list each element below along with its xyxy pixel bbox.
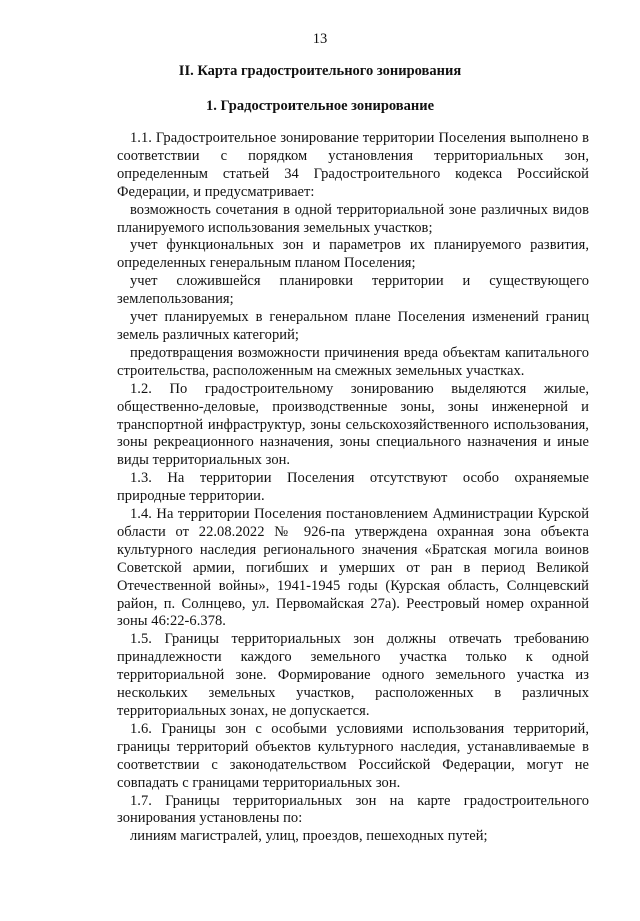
paragraph-1-1: 1.1. Градостроительное зонирование территории Поселения выполнено в соответствии с порядком установления территориальных зон, определенным статьей 34 Градостроительного кодекса Российской Федерации, и предусматривает: [117,130,589,200]
list-item: учет планируемых в генеральном плане Поселения изменений границ земель различных категорий; [117,309,589,343]
page-number: 13 [312,31,328,47]
paragraph-1-2: 1.2. По градостроительному зонированию выделяются жилые, общественно-деловые, производственные зоны, зоны инженерной и транспортной инфраструктур, зоны сельскохозяйственного использования, зоны рекреационного назначения, зоны специального назначения и иные виды территориальных зон. [117,380,589,469]
paragraph-1-4: 1.4. На территории Поселения постановлением Администрации Курской области от 22.08.2022 № 926-па утверждена охранная зона объекта культурного наследия регионального значения «Братская могила воинов Советской армии, погибших и умерших от ран в период Великой Отечественной войны», 1941-1945 годы (Курская область, Солнцевский район, п. Солнцево, ул. Первомайская 27а). Реестровый номер охранной зоны 46:22-6.378. [117,506,589,630]
list-item: предотвращения возможности причинения вреда объектам капитального строительства, расположенным на смежных земельных участках. [117,344,589,379]
paragraph-1-7: 1.7. Границы территориальных зон на карте градостроительного зонирования установлены по: [117,792,589,827]
list-item: учет сложившейся планировки территории и существующего землепользования; [117,273,589,308]
subsection-title: 1. Градостроительное зонирование [205,98,435,114]
list-item: возможность сочетания в одной территориальной зоне различных видов планируемого использования земельных участков; [117,201,589,236]
body-text [117,130,589,846]
paragraph-1-3: 1.3. На территории Поселения отсутствуют особо охраняемые природные территории. [117,470,589,505]
paragraph-1-5: 1.5. Границы территориальных зон должны отвечать требованию принадлежности каждого земельного участка только к одной территориальной зоне. Формирование одного земельного участка из нескольких земельных участков, расположенных в различных территориальных зонах, не допускается. [117,631,589,719]
list-item: линиям магистралей, улиц, проездов, пешеходных путей; [130,828,488,845]
paragraph-1-6: 1.6. Границы зон с особыми условиями использования территорий, границы территорий объектов культурного наследия, устанавливаемые в соответствии с законодательством Российской Федерации, могут не совпадать с границами территориальных зон. [117,720,589,791]
section-title: II. Карта градостроительного зонирования [178,63,462,79]
list-item: учет функциональных зон и параметров их планируемого развития, определенных генеральным планом Поселения; [117,237,589,272]
